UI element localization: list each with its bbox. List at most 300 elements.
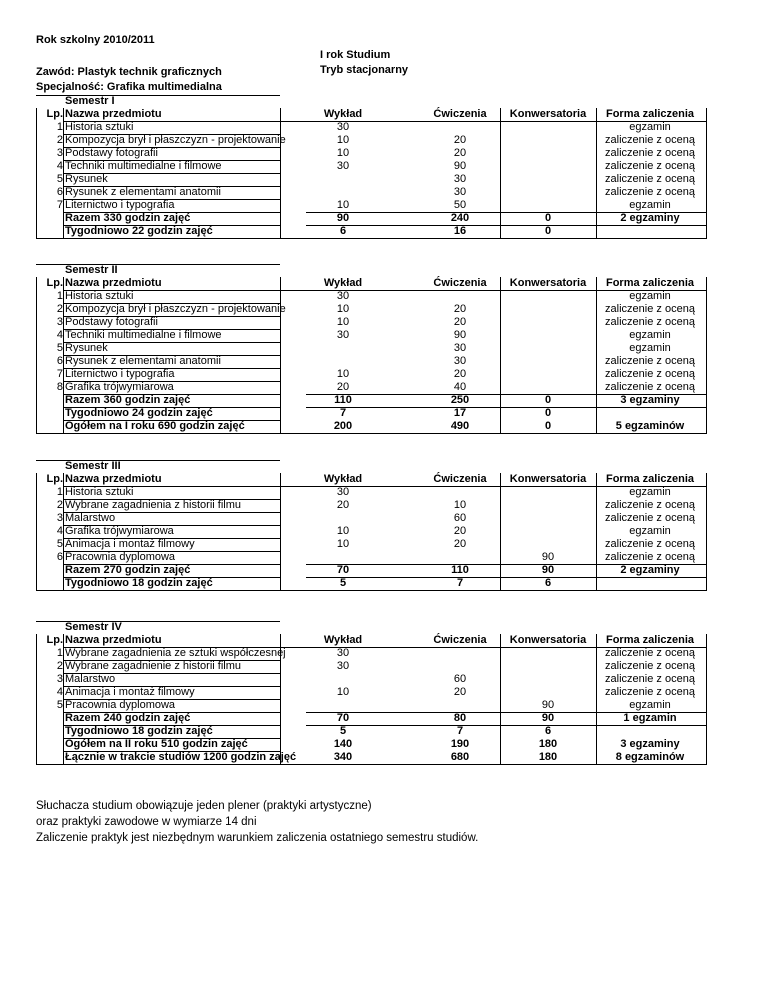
total-exercises: 110	[451, 564, 469, 576]
specialty: Specjalność: Grafika multimedialna	[36, 81, 222, 93]
exercise-hours: 50	[453, 199, 467, 211]
assessment-form: zaliczenie z oceną	[605, 355, 695, 367]
subject-name: Rysunek z elementami anatomii	[65, 355, 221, 367]
grid-line	[306, 725, 707, 726]
total-label: Ogółem na I roku 690 godzin zajęć	[65, 420, 245, 432]
lecture-hours: 20	[336, 499, 350, 511]
row-number: 5	[56, 699, 63, 711]
table-row	[36, 673, 695, 686]
exercise-hours: 20	[453, 147, 467, 159]
col-conversatory: Konwersatoria	[509, 473, 587, 485]
grid-line	[36, 95, 280, 96]
subject-name: Grafika trójwymiarowa	[65, 381, 174, 393]
grid-line	[63, 134, 280, 135]
total-label: Razem 270 godzin zajęć	[65, 564, 191, 576]
col-conversatory: Konwersatoria	[509, 108, 587, 120]
table-row	[36, 512, 695, 525]
table-row	[36, 634, 695, 647]
col-exercises: Ćwiczenia	[433, 108, 487, 120]
total-label: Tygodniowo 22 godzin zajęć	[65, 225, 213, 237]
grid-line	[63, 160, 280, 161]
grid-line	[63, 147, 280, 148]
assessment-form: egzamin	[629, 290, 671, 302]
grid-line	[63, 473, 64, 590]
semester-title: Semestr III	[65, 460, 121, 472]
row-number: 7	[56, 199, 63, 211]
col-name: Nazwa przedmiotu	[65, 108, 162, 120]
grid-line	[63, 381, 280, 382]
grid-line	[306, 212, 707, 213]
grid-line	[63, 186, 280, 187]
total-conversatory: 90	[541, 712, 555, 724]
total-conversatory: 0	[544, 394, 552, 406]
total-conversatory: 0	[544, 420, 552, 432]
lecture-hours: 20	[336, 381, 350, 393]
grid-line	[706, 634, 707, 764]
table-row	[36, 264, 672, 277]
total-exams: 1 egzamin	[623, 712, 677, 724]
grid-line	[280, 473, 281, 590]
total-exams: 2 egzaminy	[620, 564, 680, 576]
table-row	[36, 329, 672, 342]
total-exercises: 80	[453, 712, 467, 724]
grid-line	[500, 634, 501, 764]
lecture-hours: 30	[336, 329, 350, 341]
row-number: 1	[56, 290, 63, 302]
col-lp: Lp.	[46, 473, 63, 485]
col-lecture: Wykład	[323, 108, 363, 120]
table-row	[36, 173, 695, 186]
grid-line	[306, 407, 707, 408]
assessment-form: zaliczenie z oceną	[605, 660, 695, 672]
total-label: Tygodniowo 24 godzin zajęć	[65, 407, 213, 419]
assessment-form: zaliczenie z oceną	[605, 381, 695, 393]
table-row	[36, 699, 672, 712]
grid-line	[63, 329, 280, 330]
exercise-hours: 20	[453, 303, 467, 315]
assessment-form: zaliczenie z oceną	[605, 186, 695, 198]
row-number: 1	[56, 486, 63, 498]
school-year: Rok szkolny 2010/2011	[36, 34, 155, 46]
lecture-hours: 30	[336, 160, 350, 172]
assessment-form: egzamin	[629, 199, 671, 211]
row-number: 1	[56, 121, 63, 133]
total-conversatory: 90	[541, 564, 555, 576]
row-number: 6	[56, 551, 63, 563]
table-row	[36, 108, 695, 121]
grid-line	[63, 725, 280, 726]
note-line-2: oraz praktyki zawodowe w wymiarze 14 dni	[36, 816, 257, 828]
lecture-hours: 30	[336, 660, 350, 672]
table-frame	[36, 264, 695, 433]
grid-line	[63, 173, 280, 174]
row-number: 2	[56, 303, 63, 315]
row-number: 5	[56, 173, 63, 185]
table-row	[36, 147, 695, 160]
grid-line	[63, 686, 280, 687]
exercise-hours: 90	[453, 160, 467, 172]
total-exercises: 240	[450, 212, 470, 224]
assessment-form: zaliczenie z oceną	[605, 673, 695, 685]
grid-line	[280, 277, 281, 433]
total-lecture: 5	[339, 577, 347, 589]
grid-line	[500, 277, 501, 433]
grid-line	[36, 764, 707, 765]
assessment-form: zaliczenie z oceną	[605, 551, 695, 563]
subject-name: Historia sztuki	[65, 121, 134, 133]
table-row	[36, 368, 695, 381]
assessment-form: zaliczenie z oceną	[605, 368, 695, 380]
conversatory-hours: 90	[541, 551, 555, 563]
exercise-hours: 60	[453, 673, 467, 685]
subject-name: Techniki multimedialne i filmowe	[65, 160, 222, 172]
subject-name: Kompozycja brył i płaszczyzn - projektowanie	[65, 303, 286, 315]
grid-line	[280, 634, 281, 764]
assessment-form: zaliczenie z oceną	[605, 147, 695, 159]
row-number: 4	[56, 686, 63, 698]
grid-line	[280, 108, 281, 238]
semester-title: Semestr IV	[65, 621, 122, 633]
grid-line	[36, 264, 280, 265]
table-row	[36, 660, 695, 673]
grid-line	[500, 473, 501, 590]
lecture-hours: 30	[336, 121, 350, 133]
total-label: Łącznie w trakcie studiów 1200 godzin zajęć	[65, 751, 297, 763]
grid-line	[706, 473, 707, 590]
assessment-form: zaliczenie z oceną	[605, 160, 695, 172]
subject-name: Techniki multimedialne i filmowe	[65, 329, 222, 341]
lecture-hours: 10	[336, 147, 350, 159]
grid-line	[63, 699, 280, 700]
col-conversatory: Konwersatoria	[509, 634, 587, 646]
table-row	[36, 686, 695, 699]
grid-line	[306, 225, 707, 226]
total-lecture: 200	[333, 420, 353, 432]
total-lecture: 110	[334, 394, 352, 406]
table-frame	[36, 95, 695, 238]
subject-name: Animacja i montaż filmowy	[65, 686, 195, 698]
col-form: Forma zaliczenia	[605, 473, 695, 485]
grid-line	[36, 621, 280, 622]
table-row	[36, 355, 695, 368]
assessment-form: zaliczenie z oceną	[605, 134, 695, 146]
assessment-form: zaliczenie z oceną	[605, 647, 695, 659]
lecture-hours: 10	[336, 199, 350, 211]
semester-title: Semestr II	[65, 264, 118, 276]
grid-line	[63, 577, 280, 578]
total-label: Razem 330 godzin zajęć	[65, 212, 191, 224]
assessment-form: egzamin	[629, 329, 671, 341]
subject-name: Animacja i montaż filmowy	[65, 538, 195, 550]
row-number: 4	[56, 525, 63, 537]
grid-line	[63, 420, 280, 421]
row-number: 3	[56, 316, 63, 328]
assessment-form: zaliczenie z oceną	[605, 499, 695, 511]
table-row	[36, 121, 672, 134]
grid-line	[63, 212, 280, 213]
table-row	[36, 551, 695, 564]
grid-line	[596, 108, 597, 238]
grid-line	[63, 660, 280, 661]
row-number: 6	[56, 355, 63, 367]
total-conversatory: 0	[544, 225, 552, 237]
subject-name: Rysunek	[65, 342, 108, 354]
col-conversatory: Konwersatoria	[509, 277, 587, 289]
study-year: I rok Studium	[320, 49, 391, 61]
grid-line	[63, 121, 707, 122]
table-row	[36, 564, 680, 577]
col-form: Forma zaliczenia	[605, 277, 695, 289]
col-lp: Lp.	[46, 634, 63, 646]
exercise-hours: 60	[453, 512, 467, 524]
assessment-form: zaliczenie z oceną	[605, 316, 695, 328]
subject-name: Wybrane zagadnienie z historii filmu	[65, 660, 241, 672]
lecture-hours: 10	[336, 368, 350, 380]
table-row	[36, 738, 680, 751]
col-name: Nazwa przedmiotu	[65, 634, 162, 646]
lecture-hours: 10	[336, 525, 350, 537]
grid-line	[306, 712, 707, 713]
total-lecture: 6	[339, 225, 347, 237]
subject-name: Kompozycja brył i płaszczyzn - projektowanie	[65, 134, 286, 146]
table-row	[36, 712, 677, 725]
total-conversatory: 0	[544, 407, 552, 419]
subject-name: Liternictwo i typografia	[65, 199, 175, 211]
total-exercises: 16	[453, 225, 467, 237]
table-row	[36, 647, 695, 660]
grid-line	[63, 303, 280, 304]
col-exercises: Ćwiczenia	[433, 634, 487, 646]
row-number: 7	[56, 368, 63, 380]
grid-line	[596, 473, 597, 590]
table-row	[36, 290, 672, 303]
total-lecture: 70	[336, 712, 350, 724]
exercise-hours: 10	[453, 499, 467, 511]
assessment-form: zaliczenie z oceną	[605, 512, 695, 524]
lecture-hours: 10	[336, 686, 350, 698]
table-row	[36, 225, 672, 238]
grid-line	[63, 368, 280, 369]
grid-line	[63, 355, 280, 356]
assessment-form: zaliczenie z oceną	[605, 303, 695, 315]
grid-line	[63, 551, 280, 552]
row-number: 3	[56, 147, 63, 159]
profession: Zawód: Plastyk technik graficznych	[36, 66, 222, 78]
conversatory-hours: 90	[541, 699, 555, 711]
lecture-hours: 10	[336, 303, 350, 315]
total-label: Tygodniowo 18 godzin zajęć	[65, 577, 213, 589]
total-conversatory: 0	[544, 212, 552, 224]
assessment-form: egzamin	[629, 486, 671, 498]
assessment-form: zaliczenie z oceną	[605, 173, 695, 185]
total-exams: 3 egzaminy	[620, 394, 680, 406]
table-row	[36, 577, 672, 590]
row-number: 2	[56, 499, 63, 511]
assessment-form: egzamin	[629, 121, 671, 133]
col-lecture: Wykład	[323, 473, 363, 485]
col-form: Forma zaliczenia	[605, 634, 695, 646]
grid-line	[63, 512, 280, 513]
subject-name: Malarstwo	[65, 673, 116, 685]
grid-line	[36, 433, 707, 434]
total-lecture: 340	[333, 751, 353, 763]
total-lecture: 140	[333, 738, 353, 750]
total-exams: 2 egzaminy	[620, 212, 680, 224]
col-name: Nazwa przedmiotu	[65, 277, 162, 289]
grid-line	[36, 238, 707, 239]
semester-1-table	[36, 95, 695, 238]
table-row	[36, 160, 695, 173]
grid-line	[63, 199, 280, 200]
semester-3-table	[36, 460, 695, 590]
grid-line	[63, 673, 280, 674]
lecture-hours: 10	[336, 134, 350, 146]
subject-name: Grafika trójwymiarowa	[65, 525, 174, 537]
table-frame	[36, 460, 695, 590]
grid-line	[63, 342, 280, 343]
exercise-hours: 30	[453, 186, 467, 198]
total-exercises: 680	[450, 751, 470, 763]
grid-line	[63, 538, 280, 539]
total-exercises: 190	[450, 738, 470, 750]
row-number: 2	[56, 660, 63, 672]
grid-line	[63, 486, 707, 487]
grid-line	[63, 647, 707, 648]
table-row	[36, 381, 695, 394]
exercise-hours: 40	[453, 381, 467, 393]
col-lecture: Wykład	[323, 277, 363, 289]
total-exams: 5 egzaminów	[615, 420, 685, 432]
table-row	[36, 407, 672, 420]
row-number: 5	[56, 538, 63, 550]
subject-name: Historia sztuki	[65, 290, 134, 302]
col-name: Nazwa przedmiotu	[65, 473, 162, 485]
total-exercises: 250	[450, 394, 470, 406]
assessment-form: zaliczenie z oceną	[605, 538, 695, 550]
subject-name: Historia sztuki	[65, 486, 134, 498]
table-row	[36, 316, 695, 329]
note-line-1: Słuchacza studium obowiązuje jeden plener (praktyki artystyczne)	[36, 800, 372, 812]
total-label: Razem 240 godzin zajęć	[65, 712, 191, 724]
exercise-hours: 90	[453, 329, 467, 341]
grid-line	[596, 634, 597, 764]
table-row	[36, 342, 672, 355]
col-lp: Lp.	[46, 108, 63, 120]
grid-line	[36, 108, 37, 238]
total-lecture: 70	[336, 564, 350, 576]
exercise-hours: 30	[453, 342, 467, 354]
study-mode: Tryb stacjonarny	[320, 64, 409, 76]
grid-line	[63, 499, 280, 500]
table-row	[36, 486, 672, 499]
table-row	[36, 303, 695, 316]
table-row	[36, 460, 672, 473]
lecture-hours: 30	[336, 486, 350, 498]
grid-line	[306, 564, 707, 565]
total-label: Razem 360 godzin zajęć	[65, 394, 191, 406]
row-number: 8	[56, 381, 63, 393]
table-row	[36, 499, 695, 512]
grid-line	[63, 316, 280, 317]
exercise-hours: 20	[453, 686, 467, 698]
lecture-hours: 10	[336, 538, 350, 550]
total-lecture: 7	[339, 407, 347, 419]
grid-line	[63, 394, 280, 395]
table-row	[36, 394, 680, 407]
total-conversatory: 6	[544, 577, 552, 589]
subject-name: Rysunek z elementami anatomii	[65, 186, 221, 198]
semester-4-table	[36, 621, 695, 764]
total-conversatory: 180	[538, 751, 558, 763]
grid-line	[596, 277, 597, 433]
table-row	[36, 212, 680, 225]
grid-line	[36, 277, 37, 433]
grid-line	[306, 394, 707, 395]
note-line-3: Zaliczenie praktyk jest niezbędnym warunkiem zaliczenia ostatniego semestru studiów.	[36, 832, 479, 844]
grid-line	[63, 290, 707, 291]
col-lp: Lp.	[46, 277, 63, 289]
total-label: Tygodniowo 18 godzin zajęć	[65, 725, 213, 737]
total-label: Ogółem na II roku 510 godzin zajęć	[65, 738, 248, 750]
col-exercises: Ćwiczenia	[433, 277, 487, 289]
subject-name: Rysunek	[65, 173, 108, 185]
grid-line	[63, 751, 280, 752]
grid-line	[706, 108, 707, 238]
grid-line	[36, 473, 37, 590]
exercise-hours: 20	[453, 368, 467, 380]
lecture-hours: 30	[336, 647, 350, 659]
row-number: 6	[56, 186, 63, 198]
subject-name: Malarstwo	[65, 512, 116, 524]
row-number: 1	[56, 647, 63, 659]
assessment-form: egzamin	[629, 342, 671, 354]
total-exercises: 17	[453, 407, 467, 419]
table-row	[36, 538, 695, 551]
subject-name: Podstawy fotografii	[65, 316, 158, 328]
row-number: 4	[56, 329, 63, 341]
row-number: 4	[56, 160, 63, 172]
total-lecture: 5	[339, 725, 347, 737]
grid-line	[63, 407, 280, 408]
col-exercises: Ćwiczenia	[433, 473, 487, 485]
table-frame	[36, 621, 695, 764]
exercise-hours: 20	[453, 525, 467, 537]
total-conversatory: 6	[544, 725, 552, 737]
total-conversatory: 180	[538, 738, 558, 750]
grid-line	[36, 634, 37, 764]
row-number: 3	[56, 673, 63, 685]
table-row	[36, 95, 672, 108]
table-row	[36, 725, 672, 738]
grid-line	[63, 225, 280, 226]
grid-line	[63, 738, 280, 739]
assessment-form: zaliczenie z oceną	[605, 686, 695, 698]
subject-name: Pracownia dyplomowa	[65, 699, 176, 711]
lecture-hours: 30	[336, 290, 350, 302]
semester-title: Semestr I	[65, 95, 115, 107]
subject-name: Liternictwo i typografia	[65, 368, 175, 380]
semester-2-table	[36, 264, 695, 433]
table-row	[36, 420, 685, 433]
col-lecture: Wykład	[323, 634, 363, 646]
grid-line	[500, 108, 501, 238]
subject-name: Wybrane zagadnienia z historii filmu	[65, 499, 241, 511]
total-exercises: 490	[450, 420, 470, 432]
table-row	[36, 751, 685, 764]
exercise-hours: 20	[453, 538, 467, 550]
table-row	[36, 186, 695, 199]
total-exercises: 7	[456, 577, 464, 589]
